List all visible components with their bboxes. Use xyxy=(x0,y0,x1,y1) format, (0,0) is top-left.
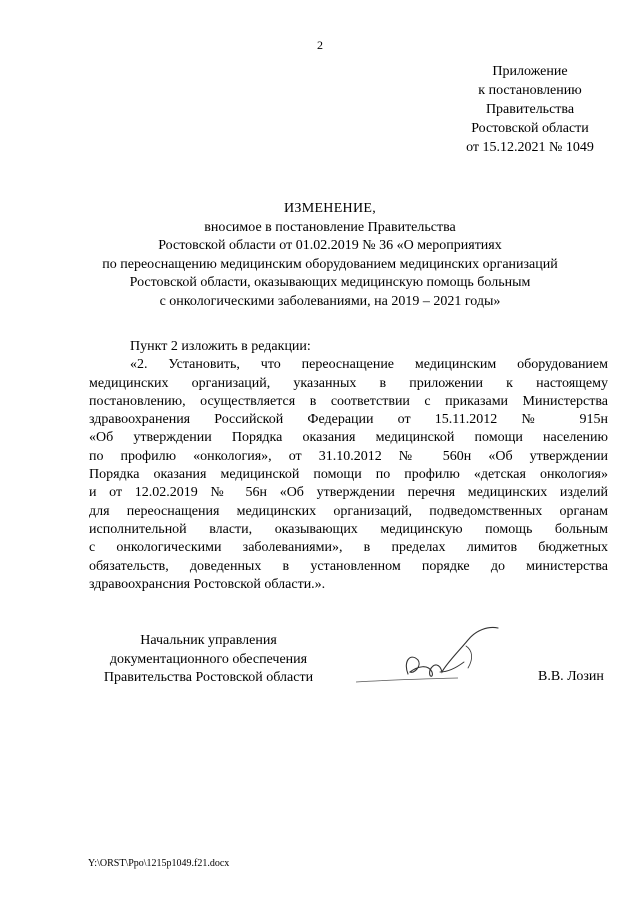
appendix-line: Ростовской области xyxy=(471,121,589,136)
appendix-line: от 15.12.2021 № 1049 xyxy=(466,140,594,155)
title-heading: ИЗМЕНЕНИЕ, xyxy=(283,201,377,216)
body-line: исполнительной власти, оказывающих медицинскую помощь больным xyxy=(89,521,608,537)
body-line: «Об утверждении Порядка оказания медицинской помощи населению xyxy=(89,430,608,446)
title-line: Ростовской области от 01.02.2019 № 36 «О мероприятиях xyxy=(158,238,502,254)
body-line: с онкологическими заболеваниями», в пределах лимитов бюджетных xyxy=(89,540,608,556)
appendix-line: к постановлению xyxy=(478,83,582,98)
signer-title-line: Начальник управления xyxy=(140,633,277,648)
signer-title-line: Правительства Ростовской области xyxy=(103,670,314,686)
signer-title-line: документационного обеспечения xyxy=(109,651,308,667)
signer-title-block xyxy=(86,632,331,688)
body-line: медицинских организаций, указанных в приложении к настоящему xyxy=(89,375,608,391)
file-path-footer: Y:\ORST\Ppo\1215p1049.f21.docx xyxy=(88,858,230,869)
appendix-block xyxy=(440,62,620,157)
title-line: с онкологическими заболеваниями, на 2019 – 2021 годы» xyxy=(159,293,501,309)
body-line: и от 12.02.2019 № 56н «Об утверждении перечня медицинских изделий xyxy=(89,485,608,501)
title-line: вносимое в постановление Правительства xyxy=(204,219,456,235)
appendix-line: Приложение xyxy=(492,64,568,79)
body-line: постановлению, осуществляется в соответствии с приказами Министерства xyxy=(89,393,608,409)
body-line: по профилю «онкология», от 31.10.2012 № 560н «Об утверждении xyxy=(89,448,608,464)
body-line: здравоохранения Российской Федерации от 15.11.2012 № 915н xyxy=(89,412,608,428)
body-line: здравоохрансния Ростовской области.». xyxy=(89,576,326,592)
body-text xyxy=(89,338,608,594)
page-number: 2 xyxy=(317,38,323,52)
title-line: по переоснащению медицинским оборудованием медицинских организаций xyxy=(102,256,558,272)
handwritten-signature xyxy=(348,622,508,694)
signer-name: В.В. Лозин xyxy=(538,669,604,684)
appendix-line: Правительства xyxy=(485,102,575,117)
body-line: для переоснащения медицинских организаций, подведомственных органам xyxy=(89,503,608,519)
document-title xyxy=(60,200,600,312)
body-line: Порядка оказания медицинской помощи по профилю «детская онкология» xyxy=(89,467,608,483)
body-line: «2. Установить, что переоснащение медицинским оборудованием xyxy=(130,357,608,373)
body-line: обязательств, доведенных в установленном порядке до министерства xyxy=(89,558,608,574)
body-intro: Пункт 2 изложить в редакции: xyxy=(130,339,311,354)
title-line: Ростовской области, оказывающих медицинскую помощь больным xyxy=(129,275,531,291)
